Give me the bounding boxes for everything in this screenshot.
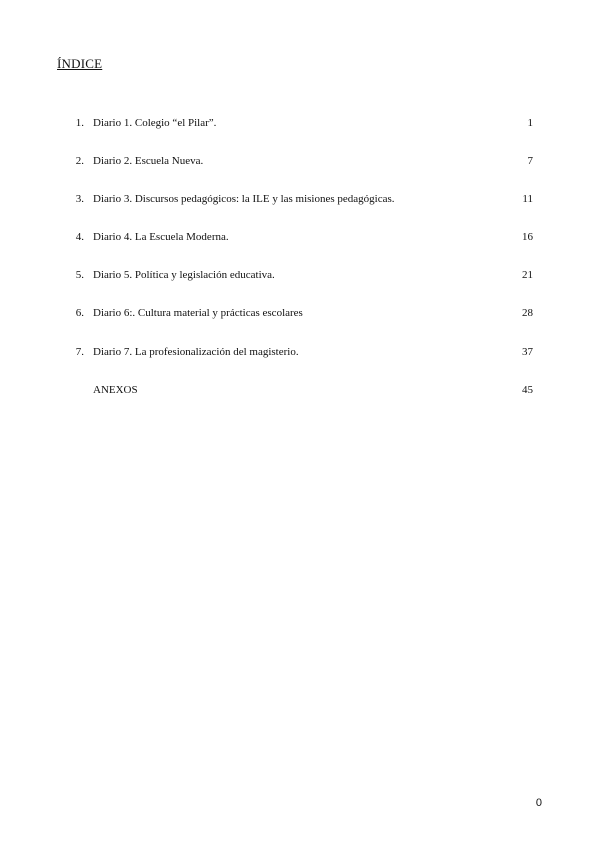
toc-entry-page: 45 [522, 383, 533, 396]
toc-entry-number: 5. [75, 269, 84, 282]
toc-entry-title: Diario 3. Discursos pedagógicos: la ILE y las misiones pedagógicas. [93, 193, 395, 206]
toc-entry-number: 2. [75, 155, 84, 168]
toc-entry-page: 7 [527, 155, 533, 168]
toc-entry-title: Diario 1. Colegio “el Pilar”. [93, 117, 217, 129]
toc-entry-number: 3. [75, 193, 84, 206]
toc-entry-4 [0, 230, 600, 268]
toc-entry-6 [0, 306, 600, 344]
page-title: ÍNDICE [57, 56, 103, 71]
toc-entry-title: Diario 7. La profesionalización del magisterio. [93, 345, 299, 358]
toc-entry-3 [0, 192, 600, 230]
table-of-contents [0, 116, 600, 421]
toc-entry-number: 1. [75, 117, 84, 129]
toc-entry-page: 37 [522, 345, 533, 358]
toc-entry-annexes [0, 383, 600, 421]
toc-entry-title: Diario 2. Escuela Nueva. [93, 155, 204, 168]
toc-entry-1 [0, 116, 600, 154]
toc-entry-title: Diario 4. La Escuela Moderna. [93, 231, 229, 244]
toc-entry-number: 4. [75, 231, 84, 244]
toc-entry-page: 28 [522, 307, 533, 320]
toc-entry-page: 11 [522, 193, 533, 206]
toc-entry-title: Diario 5. Política y legislación educativa. [93, 269, 275, 282]
toc-entry-page: 21 [522, 269, 533, 282]
toc-entry-page: 16 [522, 231, 533, 244]
toc-entry-title: Diario 6:. Cultura material y prácticas escolares [93, 307, 303, 320]
toc-entry-2 [0, 154, 600, 192]
page-number: 0 [535, 797, 542, 809]
toc-entry-page: 1 [527, 117, 533, 129]
toc-entry-number: 6. [75, 307, 84, 320]
toc-entry-7 [0, 345, 600, 383]
toc-entry-5 [0, 268, 600, 306]
toc-entry-number: 7. [75, 345, 84, 358]
toc-entry-title: ANEXOS [93, 383, 138, 396]
